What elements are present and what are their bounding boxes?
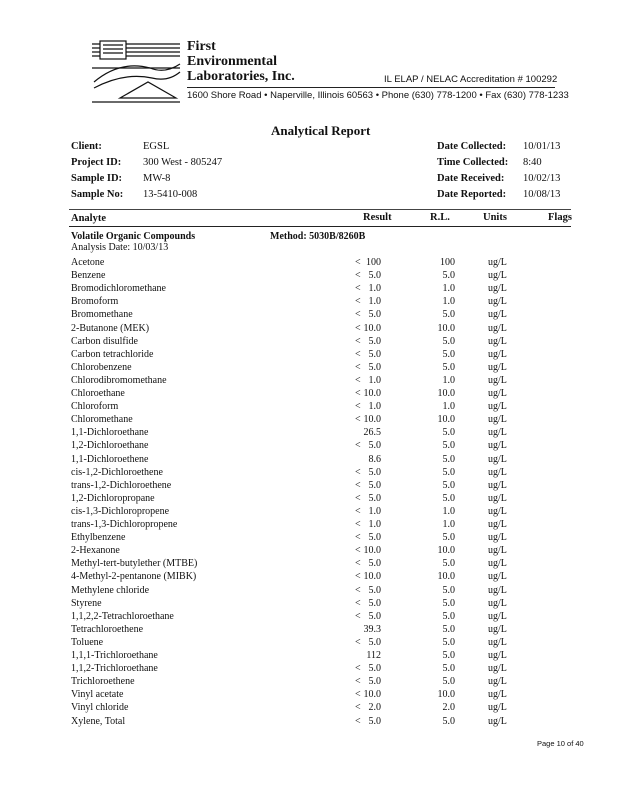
- table-row: [0, 453, 642, 466]
- qualifier-cell: <: [355, 689, 361, 701]
- qualifier-cell: <: [355, 545, 361, 557]
- table-row: [0, 348, 642, 361]
- table-row: [0, 649, 642, 662]
- result-cell: 5.0: [368, 335, 381, 347]
- method: Method: 5030B/8260B: [270, 231, 366, 242]
- analyte-cell: Ethylbenzene: [71, 532, 126, 544]
- analyte-cell: Chlorobenzene: [71, 361, 132, 373]
- units-cell: ug/L: [488, 545, 507, 557]
- qualifier-cell: <: [355, 479, 361, 491]
- qualifier-cell: <: [355, 663, 361, 675]
- analyte-cell: 1,1,2,2-Tetrachloroethane: [71, 610, 174, 622]
- rl-cell: 5.0: [442, 558, 455, 570]
- analyte-cell: Carbon tetrachloride: [71, 348, 154, 360]
- rl-cell: 5.0: [442, 650, 455, 661]
- client-value: EGSL: [143, 141, 170, 152]
- result-cell: 5.0: [368, 584, 381, 596]
- units-cell: ug/L: [488, 492, 507, 504]
- units-cell: ug/L: [488, 519, 507, 530]
- units-cell: ug/L: [488, 296, 507, 308]
- qualifier-cell: <: [355, 558, 361, 570]
- analyte-cell: Toluene: [71, 636, 104, 648]
- date-received-value: 10/02/13: [523, 173, 561, 184]
- table-row: [0, 479, 642, 492]
- analyte-cell: Vinyl acetate: [71, 689, 124, 701]
- table-row: [0, 597, 642, 610]
- result-cell: 112: [366, 650, 381, 661]
- analyte-cell: Vinyl chloride: [71, 702, 129, 714]
- table-row: [0, 361, 642, 374]
- result-cell: 10.0: [363, 571, 381, 583]
- rl-cell: 10.0: [437, 571, 455, 583]
- result-cell: 5.0: [368, 492, 381, 504]
- table-row: [0, 701, 642, 714]
- qualifier-cell: <: [355, 414, 361, 426]
- units-cell: ug/L: [488, 689, 507, 701]
- sample-id-label: Sample ID:: [71, 173, 123, 184]
- table-row: [0, 426, 642, 439]
- units-cell: ug/L: [488, 335, 507, 347]
- analyte-cell: 2-Butanone (MEK): [71, 322, 150, 334]
- units-cell: ug/L: [488, 309, 507, 321]
- table-row: [0, 675, 642, 688]
- units-cell: ug/L: [488, 532, 507, 544]
- analyte-cell: Acetone: [71, 257, 105, 268]
- rl-cell: 5.0: [442, 466, 455, 478]
- result-cell: 1.0: [368, 519, 381, 530]
- analyte-cell: Methyl-tert-butylether (MTBE): [71, 558, 198, 570]
- result-cell: 5.0: [368, 715, 381, 727]
- table-row: [0, 282, 642, 295]
- analyte-cell: Bromoform: [71, 296, 119, 308]
- table-header-rule: [69, 226, 571, 227]
- table-row: [0, 269, 642, 282]
- units-cell: ug/L: [488, 584, 507, 596]
- table-row: [0, 322, 642, 335]
- date-reported-value: 10/08/13: [523, 189, 561, 200]
- qualifier-cell: <: [355, 335, 361, 347]
- analyte-cell: 1,2-Dichloropropane: [71, 492, 155, 504]
- sample-no-label: Sample No:: [71, 189, 124, 200]
- rl-cell: 10.0: [437, 414, 455, 426]
- units-cell: ug/L: [488, 715, 507, 727]
- table-row: [0, 715, 642, 728]
- rl-cell: 5.0: [442, 427, 455, 439]
- table-row: [0, 466, 642, 479]
- result-cell: 10.0: [363, 545, 381, 557]
- rl-cell: 5.0: [442, 584, 455, 596]
- table-row: [0, 374, 642, 387]
- qualifier-cell: <: [355, 270, 361, 282]
- rl-cell: 5.0: [442, 335, 455, 347]
- units-cell: ug/L: [488, 361, 507, 373]
- rl-cell: 1.0: [442, 296, 455, 308]
- rl-cell: 5.0: [442, 715, 455, 727]
- table-row: [0, 387, 642, 400]
- rl-cell: 10.0: [437, 388, 455, 399]
- sample-no-value: 13-5410-008: [143, 189, 198, 200]
- units-cell: ug/L: [488, 505, 507, 517]
- units-cell: ug/L: [488, 414, 507, 426]
- date-collected-value: 10/01/13: [523, 141, 561, 152]
- rl-cell: 1.0: [442, 283, 455, 295]
- result-cell: 100: [366, 257, 381, 268]
- qualifier-cell: <: [355, 374, 361, 386]
- units-cell: ug/L: [488, 676, 507, 688]
- result-cell: 1.0: [368, 374, 381, 386]
- qualifier-cell: <: [355, 348, 361, 360]
- analyte-cell: Chloromethane: [71, 414, 133, 426]
- rl-cell: 5.0: [442, 361, 455, 373]
- result-cell: 5.0: [368, 479, 381, 491]
- table-row: [0, 335, 642, 348]
- qualifier-cell: <: [355, 702, 361, 714]
- table-row: [0, 308, 642, 321]
- rl-cell: 5.0: [442, 270, 455, 282]
- result-cell: 39.3: [363, 623, 381, 635]
- analyte-cell: 1,1-Dichloroethene: [71, 453, 149, 465]
- result-cell: 10.0: [363, 689, 381, 701]
- section-title: Volatile Organic Compounds: [71, 231, 196, 242]
- qualifier-cell: <: [355, 296, 361, 308]
- table-row: [0, 492, 642, 505]
- analyte-cell: cis-1,3-Dichloropropene: [71, 505, 170, 517]
- qualifier-cell: <: [355, 388, 361, 399]
- units-cell: ug/L: [488, 322, 507, 334]
- units-cell: ug/L: [488, 571, 507, 583]
- units-cell: ug/L: [488, 466, 507, 478]
- units-cell: ug/L: [488, 401, 507, 413]
- qualifier-cell: <: [355, 532, 361, 544]
- table-row: [0, 544, 642, 557]
- qualifier-cell: <: [355, 283, 361, 295]
- units-cell: ug/L: [488, 440, 507, 452]
- units-cell: ug/L: [488, 479, 507, 491]
- table-row: [0, 505, 642, 518]
- analyte-cell: Benzene: [71, 270, 106, 282]
- result-cell: 5.0: [368, 663, 381, 675]
- units-cell: ug/L: [488, 650, 507, 661]
- analyte-cell: Chloroethane: [71, 388, 125, 399]
- rl-cell: 1.0: [442, 374, 455, 386]
- table-row: [0, 636, 642, 649]
- table-top-rule: [69, 209, 571, 210]
- result-cell: 5.0: [368, 610, 381, 622]
- analysis-date: Analysis Date: 10/03/13: [71, 242, 169, 253]
- qualifier-cell: <: [355, 715, 361, 727]
- result-cell: 5.0: [368, 532, 381, 544]
- rl-cell: 2.0: [442, 702, 455, 714]
- result-cell: 1.0: [368, 296, 381, 308]
- analyte-cell: Carbon disulfide: [71, 335, 138, 347]
- table-row: [0, 400, 642, 413]
- result-cell: 5.0: [368, 597, 381, 609]
- units-cell: ug/L: [488, 348, 507, 360]
- analyte-cell: Styrene: [71, 597, 102, 609]
- analyte-cell: Trichloroethene: [71, 676, 135, 688]
- header-rule: [187, 87, 555, 88]
- client-label: Client:: [71, 141, 102, 152]
- qualifier-cell: <: [355, 597, 361, 609]
- analyte-cell: 1,2-Dichloroethane: [71, 440, 149, 452]
- project-id-label: Project ID:: [71, 157, 122, 168]
- qualifier-cell: <: [355, 519, 361, 530]
- qualifier-cell: <: [355, 466, 361, 478]
- company-name-line2: Environmental: [187, 54, 277, 69]
- rl-cell: 10.0: [437, 545, 455, 557]
- col-header-flags: Flags: [548, 212, 572, 223]
- units-cell: ug/L: [488, 257, 507, 268]
- analyte-cell: Chloroform: [71, 401, 119, 413]
- units-cell: ug/L: [488, 427, 507, 439]
- units-cell: ug/L: [488, 636, 507, 648]
- qualifier-cell: <: [355, 505, 361, 517]
- rl-cell: 10.0: [437, 322, 455, 334]
- table-row: [0, 413, 642, 426]
- time-collected-value: 8:40: [523, 157, 542, 168]
- table-row: [0, 256, 642, 269]
- col-header-result: Result: [363, 212, 392, 223]
- rl-cell: 5.0: [442, 663, 455, 675]
- date-received-label: Date Received:: [437, 173, 505, 184]
- analyte-cell: Xylene, Total: [71, 715, 126, 727]
- rl-cell: 1.0: [442, 505, 455, 517]
- units-cell: ug/L: [488, 558, 507, 570]
- qualifier-cell: <: [355, 676, 361, 688]
- analyte-cell: Bromomethane: [71, 309, 133, 321]
- rl-cell: 5.0: [442, 309, 455, 321]
- analyte-cell: 1,1-Dichloroethane: [71, 427, 149, 439]
- rl-cell: 5.0: [442, 348, 455, 360]
- table-row: [0, 295, 642, 308]
- company-name-line1: First: [187, 39, 216, 54]
- date-reported-label: Date Reported:: [437, 189, 507, 200]
- company-name-line3: Laboratories, Inc.: [187, 69, 295, 84]
- result-cell: 10.0: [363, 414, 381, 426]
- qualifier-cell: <: [355, 257, 361, 268]
- rl-cell: 5.0: [442, 492, 455, 504]
- analyte-cell: 2-Hexanone: [71, 545, 120, 557]
- qualifier-cell: <: [355, 361, 361, 373]
- qualifier-cell: <: [355, 584, 361, 596]
- table-row: [0, 570, 642, 583]
- units-cell: ug/L: [488, 270, 507, 282]
- result-cell: 5.0: [368, 466, 381, 478]
- analyte-cell: Chlorodibromomethane: [71, 374, 167, 386]
- sample-id-value: MW-8: [143, 173, 171, 184]
- qualifier-cell: <: [355, 636, 361, 648]
- rl-cell: 5.0: [442, 676, 455, 688]
- analyte-cell: Bromodichloromethane: [71, 283, 166, 295]
- qualifier-cell: <: [355, 401, 361, 413]
- col-header-units: Units: [483, 212, 507, 223]
- company-address: 1600 Shore Road • Naperville, Illinois 60563 • Phone (630) 778-1200 • Fax (630) 778-1233: [187, 90, 569, 101]
- analyte-cell: 1,1,2-Trichloroethane: [71, 663, 158, 675]
- units-cell: ug/L: [488, 453, 507, 465]
- result-cell: 5.0: [368, 309, 381, 321]
- report-title: Analytical Report: [271, 123, 371, 138]
- rl-cell: 5.0: [442, 636, 455, 648]
- col-header-rl: R.L.: [430, 212, 450, 223]
- col-header-analyte: Analyte: [71, 213, 106, 224]
- rl-cell: 5.0: [442, 532, 455, 544]
- result-cell: 5.0: [368, 361, 381, 373]
- result-cell: 5.0: [368, 270, 381, 282]
- table-row: [0, 531, 642, 544]
- analyte-cell: cis-1,2-Dichloroethene: [71, 466, 163, 478]
- result-cell: 8.6: [368, 453, 381, 465]
- qualifier-cell: <: [355, 440, 361, 452]
- page-number: Page 10 of 40: [537, 739, 584, 748]
- units-cell: ug/L: [488, 597, 507, 609]
- rl-cell: 100: [440, 257, 455, 268]
- rl-cell: 5.0: [442, 623, 455, 635]
- units-cell: ug/L: [488, 374, 507, 386]
- result-cell: 5.0: [368, 348, 381, 360]
- table-row: [0, 688, 642, 701]
- result-cell: 1.0: [368, 283, 381, 295]
- accreditation: IL ELAP / NELAC Accreditation # 100292: [384, 74, 558, 85]
- result-cell: 1.0: [368, 505, 381, 517]
- table-row: [0, 623, 642, 636]
- analyte-cell: Tetrachloroethene: [71, 623, 144, 635]
- units-cell: ug/L: [488, 610, 507, 622]
- units-cell: ug/L: [488, 283, 507, 295]
- rl-cell: 5.0: [442, 453, 455, 465]
- project-id-value: 300 West - 805247: [143, 157, 223, 168]
- qualifier-cell: <: [355, 309, 361, 321]
- rl-cell: 5.0: [442, 597, 455, 609]
- result-cell: 5.0: [368, 440, 381, 452]
- table-row: [0, 557, 642, 570]
- qualifier-cell: <: [355, 322, 361, 334]
- time-collected-label: Time Collected:: [437, 157, 509, 168]
- rl-cell: 5.0: [442, 610, 455, 622]
- qualifier-cell: <: [355, 571, 361, 583]
- analyte-cell: trans-1,3-Dichloropropene: [71, 519, 178, 530]
- table-row: [0, 439, 642, 452]
- analyte-cell: trans-1,2-Dichloroethene: [71, 479, 172, 491]
- table-row: [0, 518, 642, 531]
- units-cell: ug/L: [488, 388, 507, 399]
- date-collected-label: Date Collected:: [437, 141, 507, 152]
- analyte-cell: 4-Methyl-2-pentanone (MIBK): [71, 571, 197, 583]
- rl-cell: 5.0: [442, 479, 455, 491]
- result-cell: 5.0: [368, 676, 381, 688]
- rl-cell: 1.0: [442, 519, 455, 530]
- table-row: [0, 584, 642, 597]
- qualifier-cell: <: [355, 610, 361, 622]
- table-row: [0, 610, 642, 623]
- units-cell: ug/L: [488, 702, 507, 714]
- result-cell: 2.0: [368, 702, 381, 714]
- units-cell: ug/L: [488, 623, 507, 635]
- result-cell: 10.0: [363, 322, 381, 334]
- result-cell: 26.5: [363, 427, 381, 439]
- result-cell: 5.0: [368, 636, 381, 648]
- qualifier-cell: <: [355, 492, 361, 504]
- result-cell: 5.0: [368, 558, 381, 570]
- company-logo: [90, 38, 182, 106]
- units-cell: ug/L: [488, 663, 507, 675]
- table-row: [0, 662, 642, 675]
- analyte-cell: 1,1,1-Trichloroethane: [71, 650, 158, 661]
- result-cell: 10.0: [363, 388, 381, 399]
- rl-cell: 1.0: [442, 401, 455, 413]
- analyte-cell: Methylene chloride: [71, 584, 150, 596]
- rl-cell: 5.0: [442, 440, 455, 452]
- rl-cell: 10.0: [437, 689, 455, 701]
- result-cell: 1.0: [368, 401, 381, 413]
